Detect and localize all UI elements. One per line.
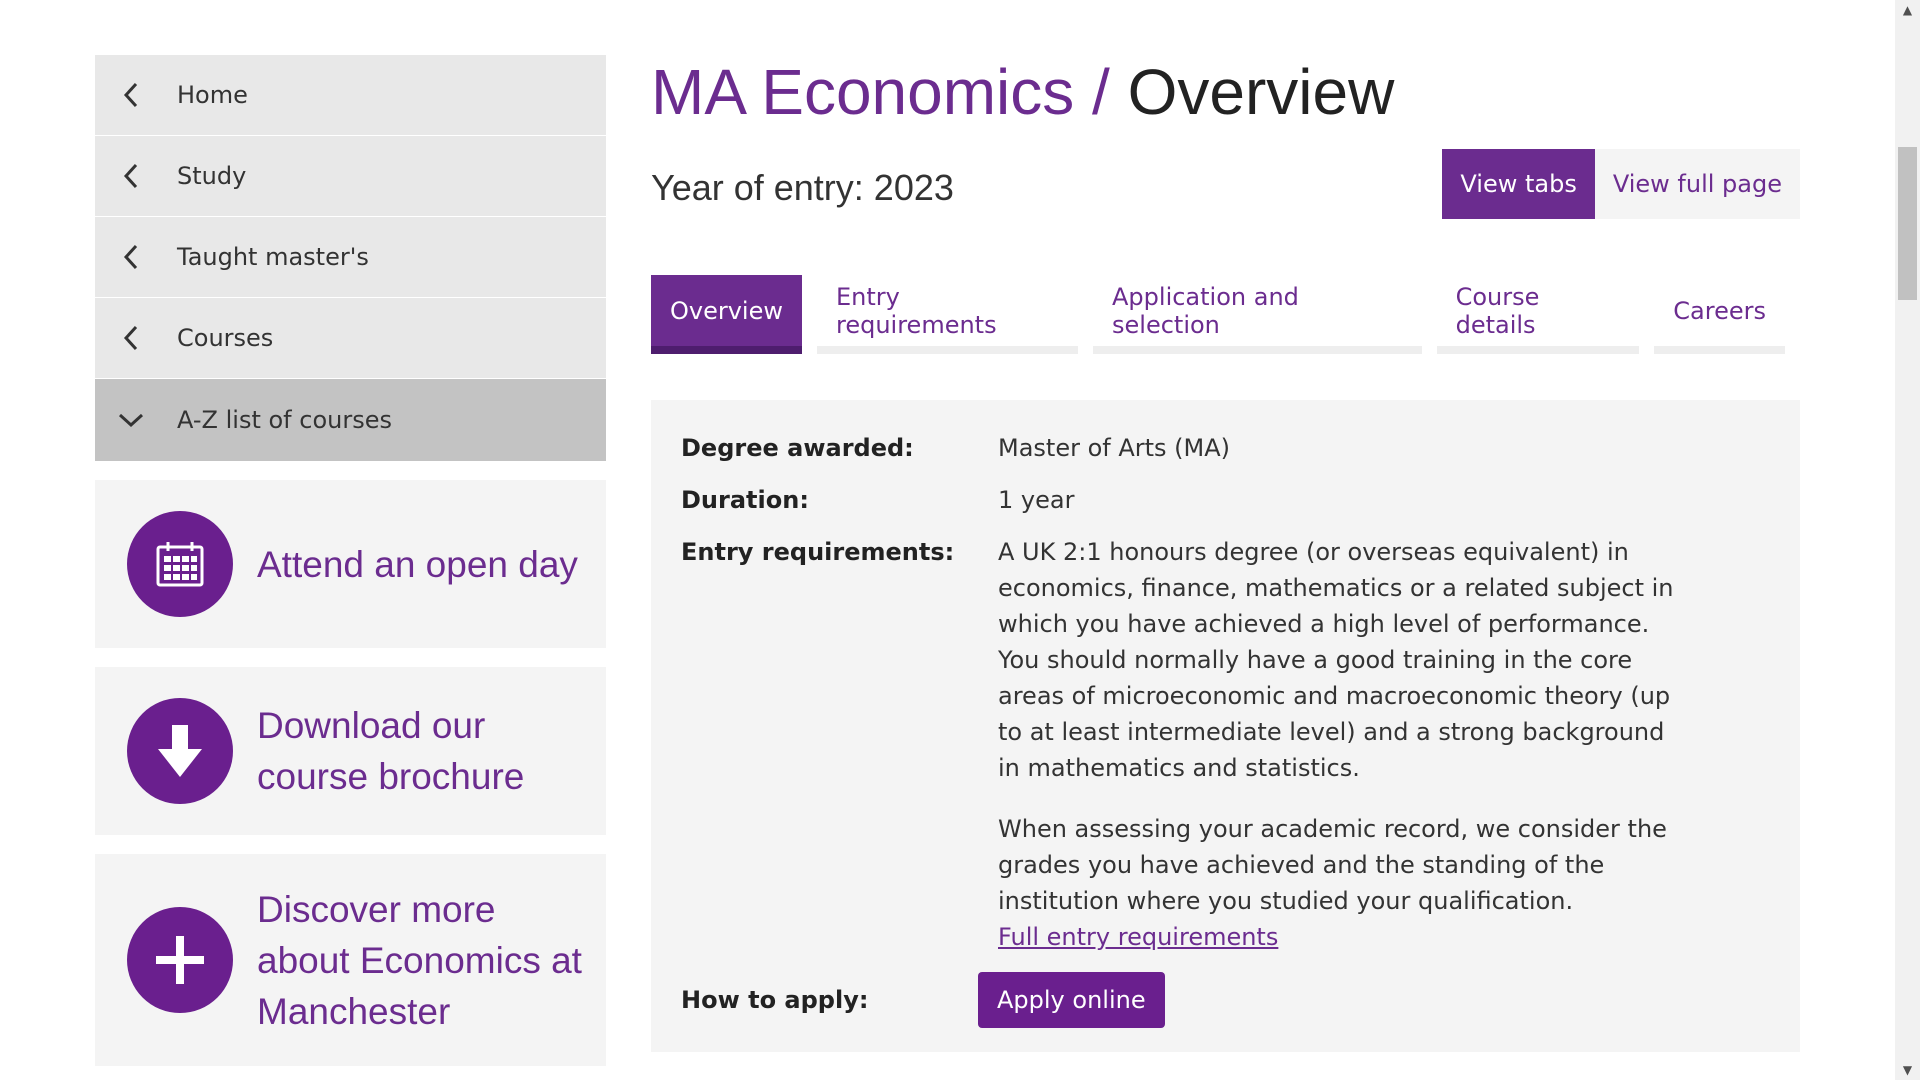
chevron-down-icon xyxy=(117,406,145,434)
course-tabs xyxy=(651,275,1800,354)
tab-overview[interactable]: Overview xyxy=(651,275,802,354)
entry-row xyxy=(651,145,1800,241)
view-full-page-button[interactable]: View full page xyxy=(1595,149,1800,219)
duration-label: Duration: xyxy=(681,486,809,514)
apply-online-button[interactable]: Apply online xyxy=(978,972,1165,1028)
sidebar-item-label: Study xyxy=(177,162,247,190)
entry-requirements-value xyxy=(998,534,1678,955)
tab-careers[interactable]: Careers xyxy=(1654,275,1785,354)
year-of-entry: Year of entry: 2023 xyxy=(651,167,954,208)
degree-value: Master of Arts (MA) xyxy=(998,434,1231,462)
full-entry-requirements-link[interactable]: Full entry requirements xyxy=(998,923,1279,951)
sidebar-item-courses[interactable] xyxy=(95,298,606,379)
chevron-left-icon xyxy=(117,324,145,352)
sidebar-item-home[interactable] xyxy=(95,55,606,136)
chevron-left-icon xyxy=(117,243,145,271)
assessment-text: When assessing your academic record, we consider the grades you have achieved and the standing of the institution where you studied your qualification. xyxy=(998,815,1667,915)
page-title xyxy=(651,50,1800,134)
view-toggle xyxy=(1442,149,1800,219)
entry-requirements-row xyxy=(681,534,1770,955)
duration-row xyxy=(681,482,1770,518)
scrollbar[interactable] xyxy=(1895,0,1920,1080)
sidebar-item-label: Home xyxy=(177,81,248,109)
scroll-up-arrow-icon[interactable]: ▲ xyxy=(1902,3,1913,17)
chevron-left-icon xyxy=(117,162,145,190)
open-day-promo[interactable] xyxy=(95,480,606,648)
sidebar xyxy=(95,55,606,1066)
sidebar-item-label: Taught master's xyxy=(177,243,369,271)
promo-text: Discover more about Economics at Manchester xyxy=(257,888,582,1032)
download-arrow-icon xyxy=(127,698,233,804)
promo-text: Download our course brochure xyxy=(257,705,525,797)
tab-application-and-selection[interactable]: Application and selection xyxy=(1093,275,1422,354)
entry-requirements-label: Entry requirements: xyxy=(681,538,955,566)
chevron-left-icon xyxy=(117,81,145,109)
tab-entry-requirements[interactable]: Entry requirements xyxy=(817,275,1078,354)
overview-panel xyxy=(651,400,1800,1052)
breadcrumb-current: Overview xyxy=(1127,56,1395,128)
apply-value xyxy=(998,972,1678,1028)
degree-label: Degree awarded: xyxy=(681,434,914,462)
sidebar-item-label: A-Z list of courses xyxy=(177,406,392,434)
calendar-icon xyxy=(127,511,233,617)
scroll-down-arrow-icon[interactable]: ▼ xyxy=(1902,1063,1913,1077)
view-tabs-button[interactable]: View tabs xyxy=(1442,149,1594,219)
brochure-promo[interactable] xyxy=(95,667,606,835)
breadcrumb-course[interactable]: MA Economics xyxy=(651,56,1075,128)
sidebar-item-taught-masters[interactable] xyxy=(95,217,606,298)
how-to-apply-label: How to apply: xyxy=(681,986,869,1014)
entry-requirements-text: A UK 2:1 honours degree (or overseas equivalent) in economics, finance, mathematics or a related subject in which you have achieved a high level of performance. You should normally have a good training in the core areas of microeconomic and macroeconomic theory (up to at least intermediate level) and a strong background in mathematics and statistics. xyxy=(998,538,1674,782)
sidebar-item-label: Courses xyxy=(177,324,274,352)
main-content xyxy=(651,50,1800,1052)
promo-text: Attend an open day xyxy=(257,543,578,585)
breadcrumb-separator: / xyxy=(1092,56,1110,128)
plus-icon xyxy=(127,907,233,1013)
degree-row xyxy=(681,430,1770,466)
discover-promo[interactable] xyxy=(95,854,606,1066)
tab-course-details[interactable]: Course details xyxy=(1437,275,1640,354)
how-to-apply-row xyxy=(681,972,1770,1028)
scroll-thumb[interactable] xyxy=(1898,147,1917,300)
duration-value: 1 year xyxy=(998,486,1075,514)
sidebar-item-study[interactable] xyxy=(95,136,606,217)
sidebar-item-az-list[interactable] xyxy=(95,379,606,461)
